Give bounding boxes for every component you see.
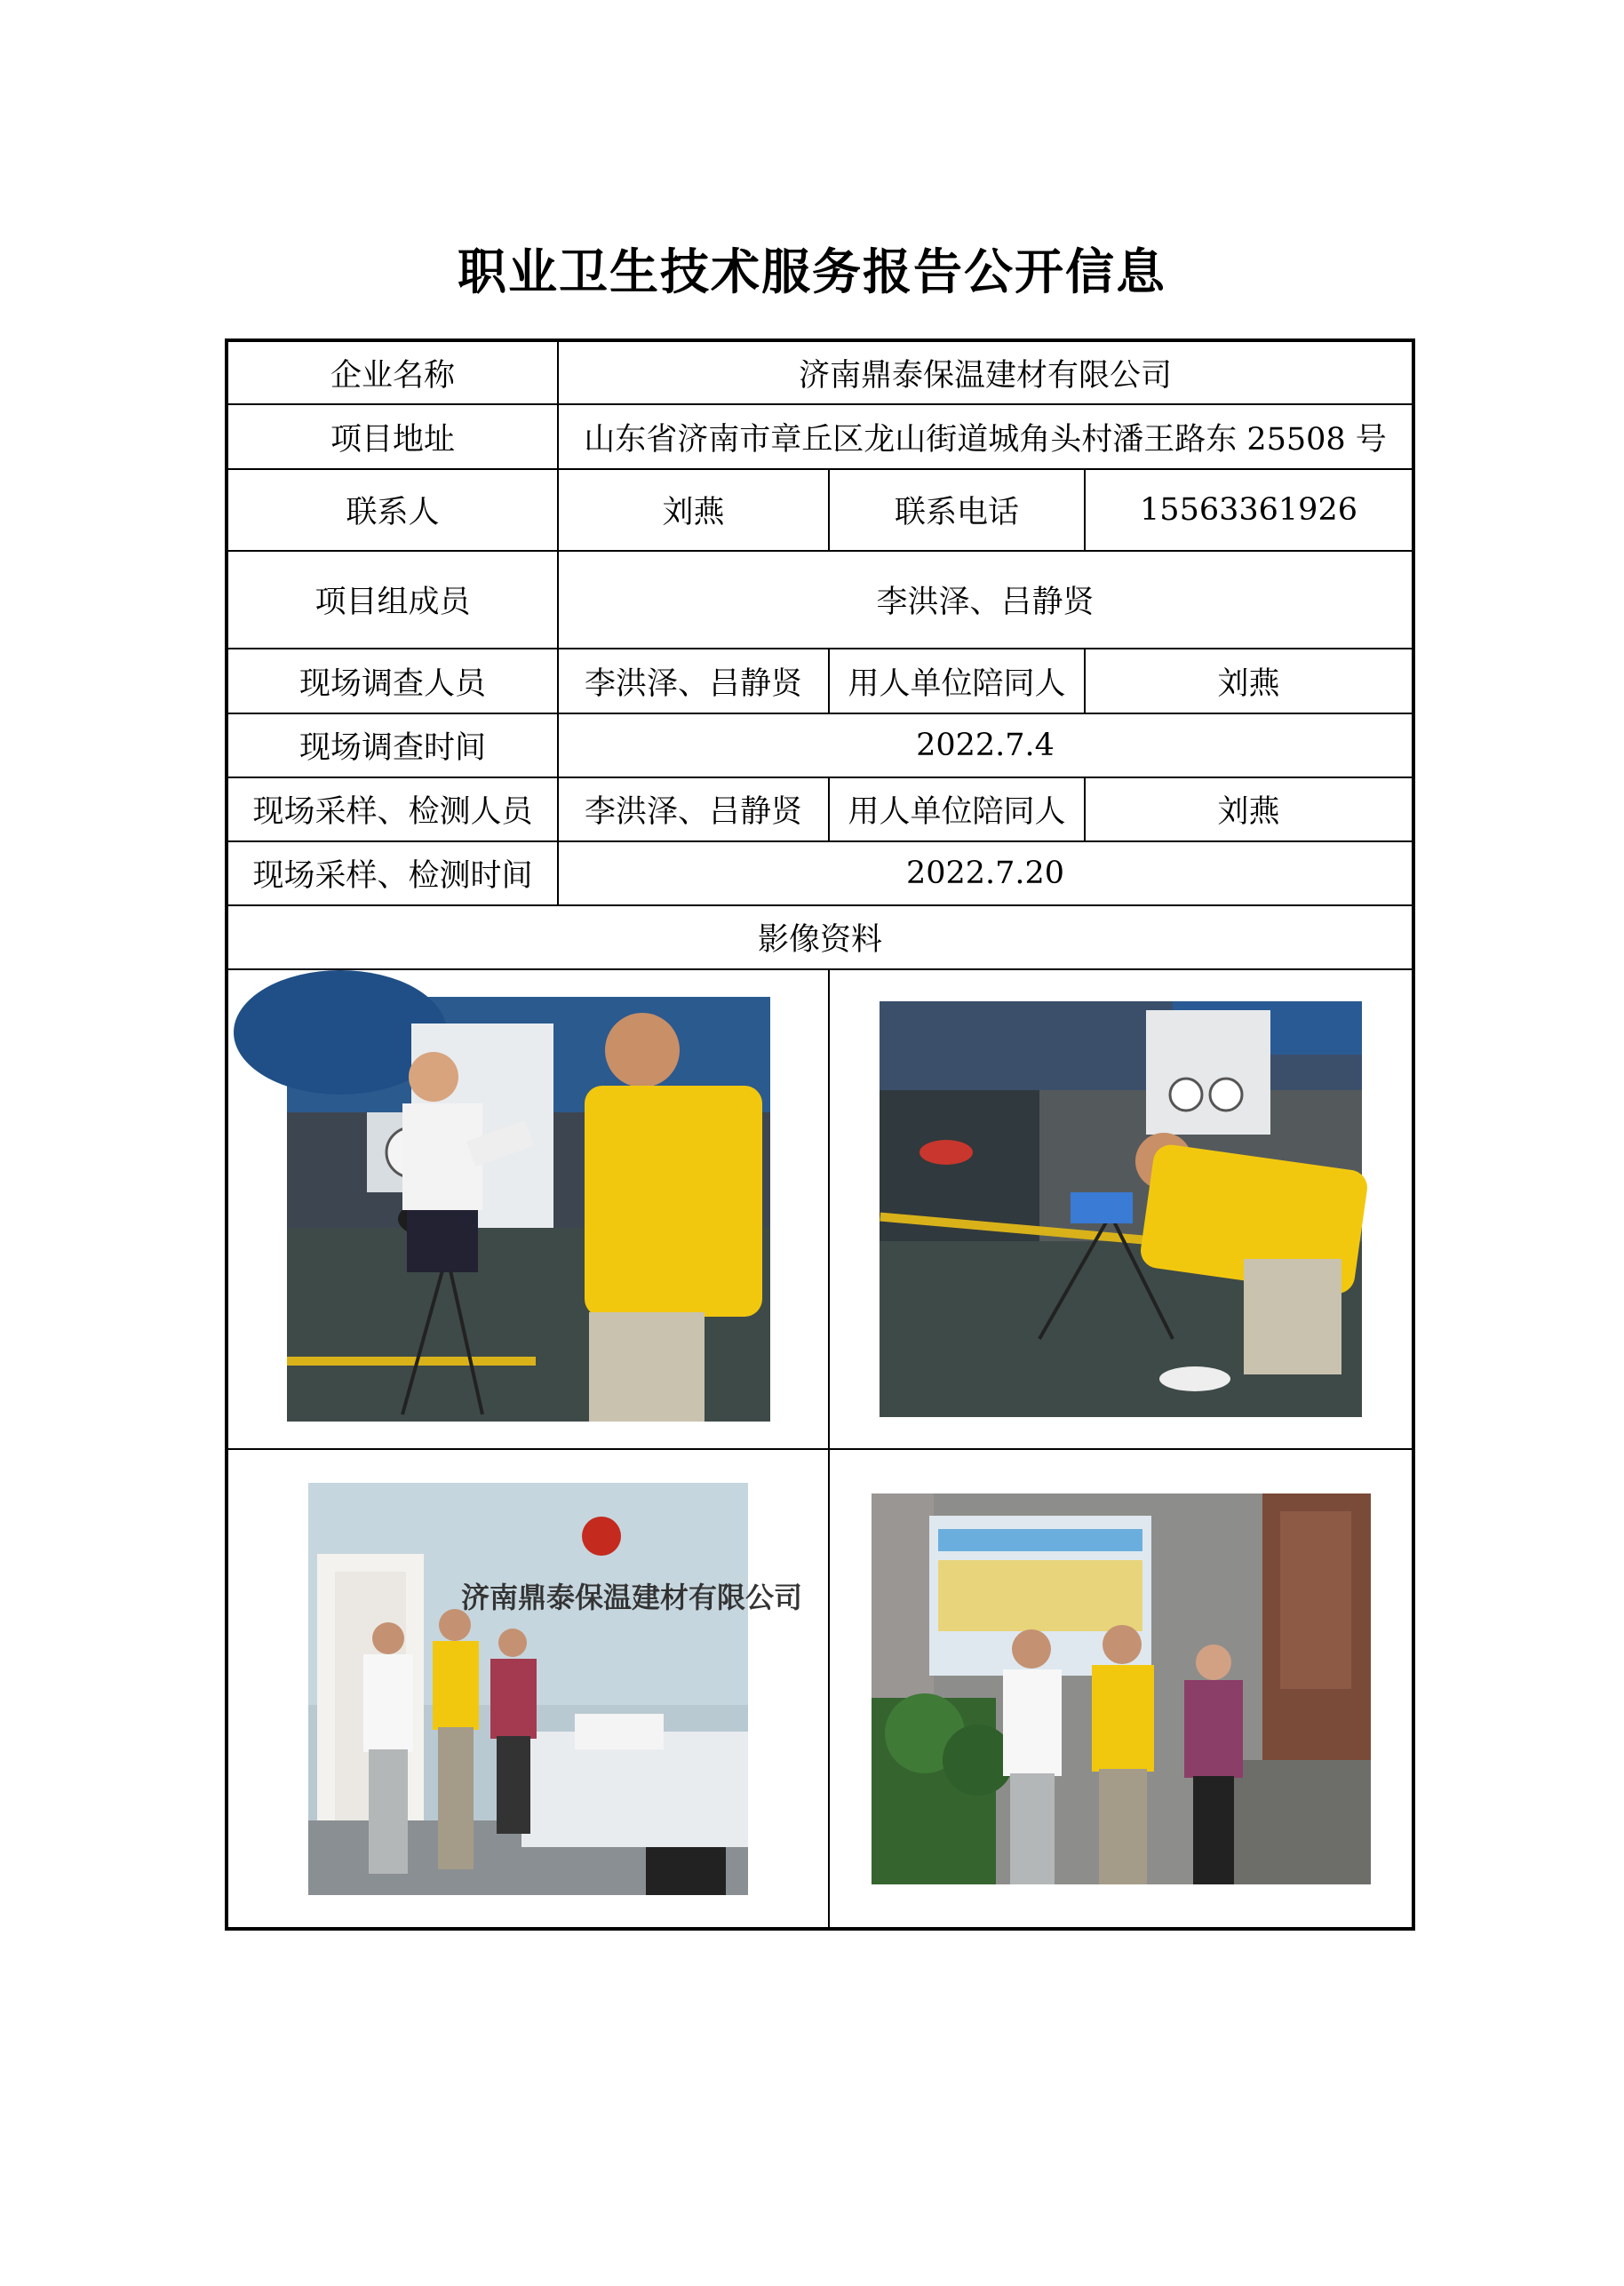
survey-staff-value: 李洪泽、吕静贤 <box>558 649 829 713</box>
sampling-time-value: 2022.7.20 <box>558 841 1413 905</box>
table-row <box>227 777 1413 841</box>
survey-time-value: 2022.7.4 <box>558 713 1413 777</box>
sampling-staff-label: 现场采样、检测人员 <box>227 777 558 841</box>
photo-cell <box>227 1449 829 1929</box>
phone-value: 15563361926 <box>1085 469 1413 551</box>
sampling-staff-value: 李洪泽、吕静贤 <box>558 777 829 841</box>
page-title: 职业卫生技术服务报告公开信息 <box>457 243 1166 300</box>
survey-escort-value: 刘燕 <box>1085 649 1413 713</box>
survey-time-label: 现场调查时间 <box>227 713 558 777</box>
photo-row <box>227 969 1413 1449</box>
photo-survey-2 <box>880 1001 1362 1417</box>
sampling-escort-label: 用人单位陪同人 <box>829 777 1085 841</box>
photo-survey-1 <box>287 997 770 1422</box>
table-row <box>227 713 1413 777</box>
company-value: 济南鼎泰保温建材有限公司 <box>558 340 1413 404</box>
media-label: 影像资料 <box>227 905 1413 969</box>
photo-row <box>227 1449 1413 1929</box>
photo-cell <box>829 969 1413 1449</box>
contact-label: 联系人 <box>227 469 558 551</box>
team-value: 李洪泽、吕静贤 <box>558 551 1413 649</box>
sign-text: 济南鼎泰保温建材有限公司 <box>461 1580 803 1614</box>
table-row <box>227 841 1413 905</box>
info-table <box>225 339 1415 1931</box>
company-label: 企业名称 <box>227 340 558 404</box>
table-row <box>227 649 1413 713</box>
photo-group-outdoor <box>872 1493 1371 1884</box>
photo-cell <box>829 1449 1413 1929</box>
address-value: 山东省济南市章丘区龙山街道城角头村潘王路东 25508 号 <box>558 404 1413 469</box>
team-label: 项目组成员 <box>227 551 558 649</box>
photo-cell <box>227 969 829 1449</box>
table-row <box>227 905 1413 969</box>
table-row <box>227 551 1413 649</box>
table-row <box>227 340 1413 404</box>
sampling-time-label: 现场采样、检测时间 <box>227 841 558 905</box>
table-row <box>227 404 1413 469</box>
photo-group-office <box>308 1483 803 1895</box>
contact-value: 刘燕 <box>558 469 829 551</box>
survey-escort-label: 用人单位陪同人 <box>829 649 1085 713</box>
sampling-escort-value: 刘燕 <box>1085 777 1413 841</box>
survey-staff-label: 现场调查人员 <box>227 649 558 713</box>
table-row <box>227 469 1413 551</box>
address-label: 项目地址 <box>227 404 558 469</box>
phone-label: 联系电话 <box>829 469 1085 551</box>
